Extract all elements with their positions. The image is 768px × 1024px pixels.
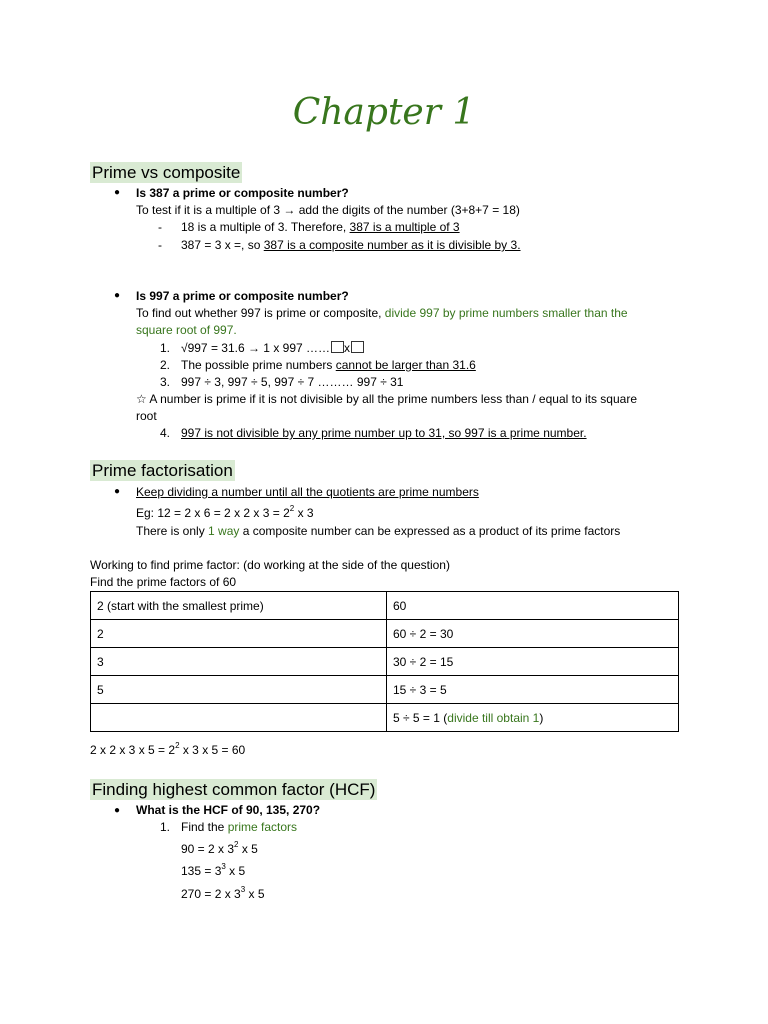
bullet: ●	[114, 187, 121, 198]
table-row	[91, 592, 679, 620]
bullet: ●	[114, 805, 121, 816]
dash: -	[158, 238, 162, 252]
step-3: 997 ÷ 3, 997 ÷ 5, 997 ÷ 7 ……… 997 ÷ 31	[181, 375, 404, 389]
list-number: 3.	[160, 375, 171, 389]
table-row	[91, 648, 679, 676]
factor-135: $135 = 3^3$ x 5	[181, 862, 246, 878]
table-cell: 2	[91, 620, 387, 648]
table-cell: 30 ÷ 2 = 15	[387, 648, 679, 676]
table-row	[91, 676, 679, 704]
step-4: 997 is not divisible by any prime number up to 31, so 997 is a prime number.	[181, 426, 587, 440]
table-row	[91, 704, 679, 732]
table-cell: 60	[387, 592, 679, 620]
square-root-line: square root of 997.	[136, 323, 237, 337]
question-997: Is 997 a prime or composite number?	[136, 289, 349, 303]
dash: -	[158, 220, 162, 234]
table-cell: 5	[91, 676, 387, 704]
document-title: Chapter 1	[292, 92, 476, 133]
find-prime-factors-line: Find the prime factors of 60	[90, 575, 237, 589]
keep-dividing-line: Keep dividing a number until all the quotients are prime numbers	[136, 485, 479, 499]
dash-line-2: 387 = 3 x =, so 387 is a composite number as it is divisible by 3.	[181, 238, 521, 252]
example-line: Eg: 12 = 2 x 6 = 2 x 2 x $3 = 2^2$ x 3	[136, 504, 314, 520]
hcf-step-1: Find the prime factors	[181, 820, 298, 834]
heading-prime-vs-composite: Prime vs composite	[92, 163, 241, 182]
step-1: √997 = 31.6 → 1 x 997 …… x	[181, 341, 364, 356]
question-387: Is 387 a prime or composite number?	[136, 186, 349, 200]
note-line-2: root	[136, 409, 157, 423]
table-cell: 3	[91, 648, 387, 676]
checkbox-icon	[331, 341, 344, 353]
list-number: 2.	[160, 358, 171, 372]
table-cell: 15 ÷ 3 = 5	[387, 676, 679, 704]
heading-prime-factorisation: Prime factorisation	[92, 461, 233, 480]
list-number: 1.	[160, 820, 171, 834]
table-row	[91, 620, 679, 648]
table-cell: 5 ÷ 5 = 1 (divide till obtain 1)	[387, 704, 679, 732]
dash-line-1: 18 is a multiple of 3. Therefore, 387 is a multiple of 3	[181, 220, 460, 234]
list-number: 4.	[160, 426, 171, 440]
prime-factor-table	[90, 591, 679, 732]
heading-hcf: Finding highest common factor (HCF)	[92, 780, 376, 799]
bullet: ●	[114, 290, 121, 301]
table-cell: 60 ÷ 2 = 30	[387, 620, 679, 648]
working-line: Working to find prime factor: (do working at the side of the question)	[90, 558, 450, 572]
bullet: ●	[114, 486, 121, 497]
question-hcf: What is the HCF of 90, 135, 270?	[136, 803, 321, 817]
table-cell	[91, 704, 387, 732]
test-multiple-of-3: To test if it is a multiple of 3 → add the digits of the number (3+8+7 = 18)	[136, 203, 520, 217]
factor-270: 270 = 2 x $3^3$ x 5	[181, 885, 265, 901]
only-one-way-line: There is only 1 way a composite number can be expressed as a product of its prime factors	[136, 524, 621, 538]
factor-90: 90 = 2 x $3^2$ x 5	[181, 840, 258, 856]
note-line-1: ☆ A number is prime if it is not divisible by all the prime numbers less than / equal to its square	[136, 392, 637, 406]
list-number: 1.	[160, 341, 171, 355]
step-2: The possible prime numbers cannot be larger than 31.6	[181, 358, 476, 372]
table-cell: 2 (start with the smallest prime)	[91, 592, 387, 620]
result-line: 2 x 2 x 3 x $5 = 2^2$ x 3 x 5 = 60	[90, 741, 246, 757]
find-out-line: To find out whether 997 is prime or composite, divide 997 by prime numbers smaller than the	[136, 306, 628, 320]
checkbox-icon	[351, 341, 364, 353]
